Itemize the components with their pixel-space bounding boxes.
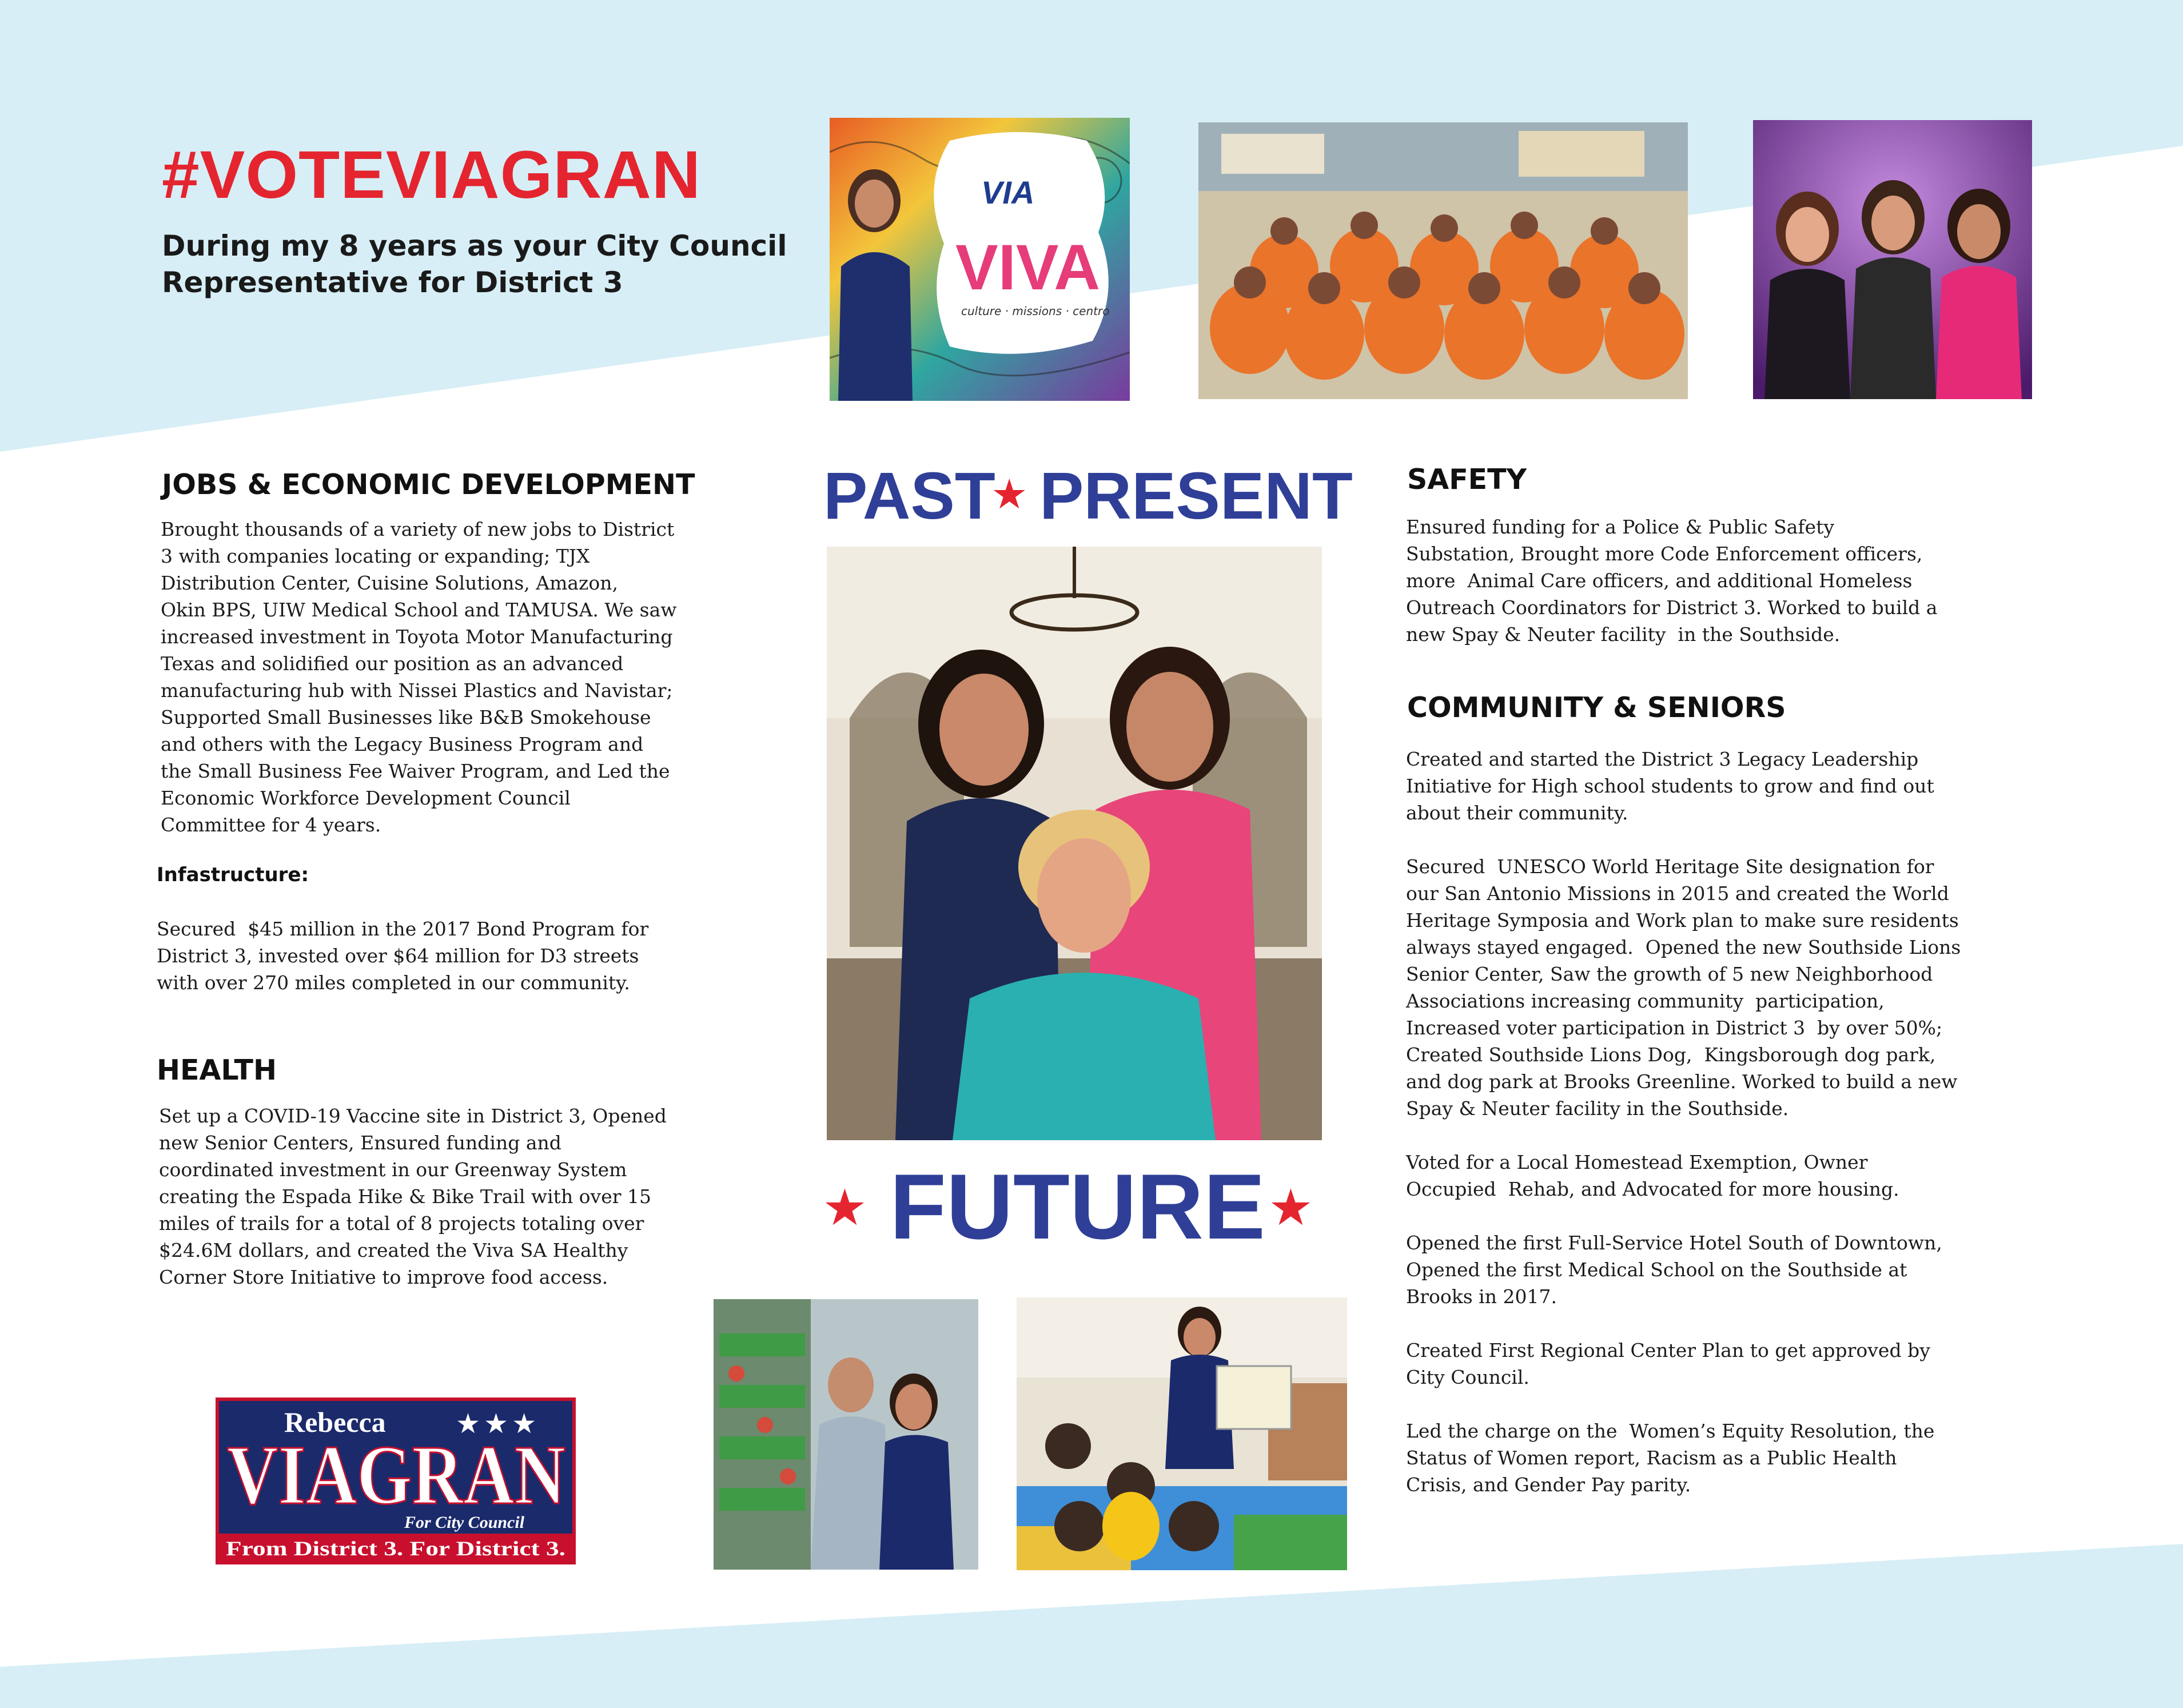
community-line: always stayed engaged. Opened the new Southside Lions (1406, 936, 1961, 958)
community-line: Associations increasing community participation, (1406, 990, 1885, 1012)
jobs-line: Economic Workforce Development Council (161, 787, 571, 809)
tagline-line-2: Representative for District 3 (162, 266, 623, 299)
community-title: COMMUNITY & SENIORS (1407, 691, 1786, 724)
safety-title: SAFETY (1407, 463, 1527, 496)
community-line: Secured UNESCO World Heritage Site designation for (1406, 855, 1934, 878)
community-line (1406, 1391, 2046, 1418)
jobs-line: manufacturing hub with Nissei Plastics and Navistar; (161, 679, 673, 702)
infrastructure-line: Secured $45 million in the 2017 Bond Program for (157, 918, 649, 940)
community-line: Created and started the District 3 Legacy Leadership (1406, 748, 1919, 770)
present-heading: PRESENT (1039, 459, 1353, 533)
photo-three-generations (827, 547, 1322, 1140)
health-line: Corner Store Initiative to improve food access. (159, 1266, 608, 1288)
health-line: Set up a COVID-19 Vaccine site in District 3, Opened (159, 1105, 667, 1127)
past-heading: PAST (823, 459, 995, 533)
jobs-body (161, 516, 767, 838)
viva-logo-text: VIVA (955, 232, 1101, 303)
photo-school-class (1198, 122, 1688, 399)
safety-line: more Animal Care officers, and additional Homeless (1406, 570, 1913, 592)
community-line: Heritage Symposia and Work plan to make sure residents (1406, 909, 1959, 931)
community-line: about their community. (1406, 802, 1628, 824)
future-heading: FUTURE (890, 1155, 1265, 1259)
photo-viva-centro (830, 118, 1130, 401)
infrastructure-body (157, 915, 763, 996)
logo-last-name: VIAGRAN (227, 1428, 565, 1522)
health-line: miles of trails for a total of 8 projects totaling over (159, 1212, 644, 1235)
jobs-line: Distribution Center, Cuisine Solutions, Amazon, (161, 572, 619, 594)
logo-stars: ★★★ (456, 1408, 540, 1440)
campaign-hashtag: #VOTEVIAGRAN (162, 137, 702, 213)
community-body (1406, 746, 2046, 1498)
community-line: Spay & Neuter facility in the Southside. (1406, 1097, 1789, 1120)
tagline-line-1: During my 8 years as your City Council (162, 229, 787, 262)
community-line: Senior Center, Saw the growth of 5 new Neighborhood (1406, 963, 1933, 985)
community-line (1406, 1203, 2046, 1229)
logo-first-name: Rebecca (284, 1406, 386, 1438)
community-line: Initiative for High school students to grow and find out (1406, 775, 1934, 797)
community-line: Crisis, and Gender Pay parity. (1406, 1474, 1691, 1496)
community-line (1406, 1122, 2046, 1149)
health-line: $24.6M dollars, and created the Viva SA Healthy (159, 1239, 628, 1261)
community-line: Opened the first Full-Service Hotel South of Downtown, (1406, 1232, 1942, 1254)
infrastructure-line: with over 270 miles completed in our community. (157, 972, 630, 994)
safety-line: Outreach Coordinators for District 3. Worked to build a (1406, 596, 1938, 619)
community-line: Opened the first Medical School on the Southside at (1406, 1259, 1907, 1281)
infrastructure-title: Infastructure: (157, 863, 309, 886)
health-line: coordinated investment in our Greenway System (159, 1158, 627, 1181)
community-line: Voted for a Local Homestead Exemption, Owner (1406, 1151, 1868, 1173)
community-line: and dog park at Brooks Greenline. Worked to build a new (1406, 1070, 1958, 1093)
community-line: Increased voter participation in District 3 by over 50%; (1406, 1017, 1943, 1039)
safety-line: Ensured funding for a Police & Public Safety (1406, 516, 1835, 538)
jobs-title: JOBS & ECONOMIC DEVELOPMENT (162, 468, 695, 501)
logo-slogan: From District 3. For District 3. (226, 1537, 565, 1560)
community-line (1406, 826, 2046, 853)
community-line: City Council. (1406, 1366, 1529, 1388)
jobs-line: Okin BPS, UIW Medical School and TAMUSA. We saw (161, 599, 677, 621)
community-line: Status of Women report, Racism as a Public Health (1406, 1447, 1897, 1469)
safety-body (1406, 513, 2046, 648)
community-line: Created Southside Lions Dog, Kingsborough dog park, (1406, 1044, 1936, 1066)
star-icon: ★ (822, 1178, 867, 1237)
community-line: Occupied Rehab, and Advocated for more housing. (1406, 1178, 1899, 1200)
photo-corner-store (714, 1299, 978, 1570)
logo-for-city-council: For City Council (404, 1513, 525, 1532)
star-icon: ★ (1268, 1178, 1313, 1237)
jobs-line: the Small Business Fee Waiver Program, and Led the (161, 760, 670, 782)
community-line: Led the charge on the Women’s Equity Resolution, the (1406, 1420, 1935, 1442)
jobs-line: Supported Small Businesses like B&B Smokehouse (161, 706, 651, 728)
community-line (1406, 1310, 2046, 1337)
photo-three-women (1753, 120, 2032, 399)
health-line: new Senior Centers, Ensured funding and (159, 1132, 561, 1154)
viva-sub-text: culture · missions · centro (961, 304, 1110, 318)
safety-line: Substation, Brought more Code Enforcement officers, (1406, 543, 1923, 565)
via-logo-text: VIA (981, 174, 1035, 210)
photo-reading-to-kids (1017, 1297, 1347, 1570)
health-body (159, 1102, 765, 1291)
jobs-line: Committee for 4 years. (161, 814, 381, 836)
jobs-line: Texas and solidified our position as an advanced (161, 652, 624, 675)
viagran-logo (216, 1398, 576, 1564)
jobs-line: and others with the Legacy Business Program and (161, 733, 644, 755)
safety-line: new Spay & Neuter facility in the Southside. (1406, 623, 1841, 646)
jobs-line: Brought thousands of a variety of new jobs to District (161, 518, 675, 540)
health-title: HEALTH (157, 1054, 277, 1086)
star-icon: ★ (991, 470, 1028, 518)
community-line: our San Antonio Missions in 2015 and created the World (1406, 882, 1949, 905)
tagline (162, 228, 819, 301)
health-line: creating the Espada Hike & Bike Trail with over 15 (159, 1185, 651, 1208)
jobs-line: 3 with companies locating or expanding; TJX (161, 545, 590, 567)
community-line: Created First Regional Center Plan to get approved by (1406, 1339, 1930, 1361)
community-line: Brooks in 2017. (1406, 1285, 1557, 1308)
jobs-line: increased investment in Toyota Motor Manufacturing (161, 626, 673, 648)
infrastructure-line: District 3, invested over $64 million for D3 streets (157, 945, 639, 967)
